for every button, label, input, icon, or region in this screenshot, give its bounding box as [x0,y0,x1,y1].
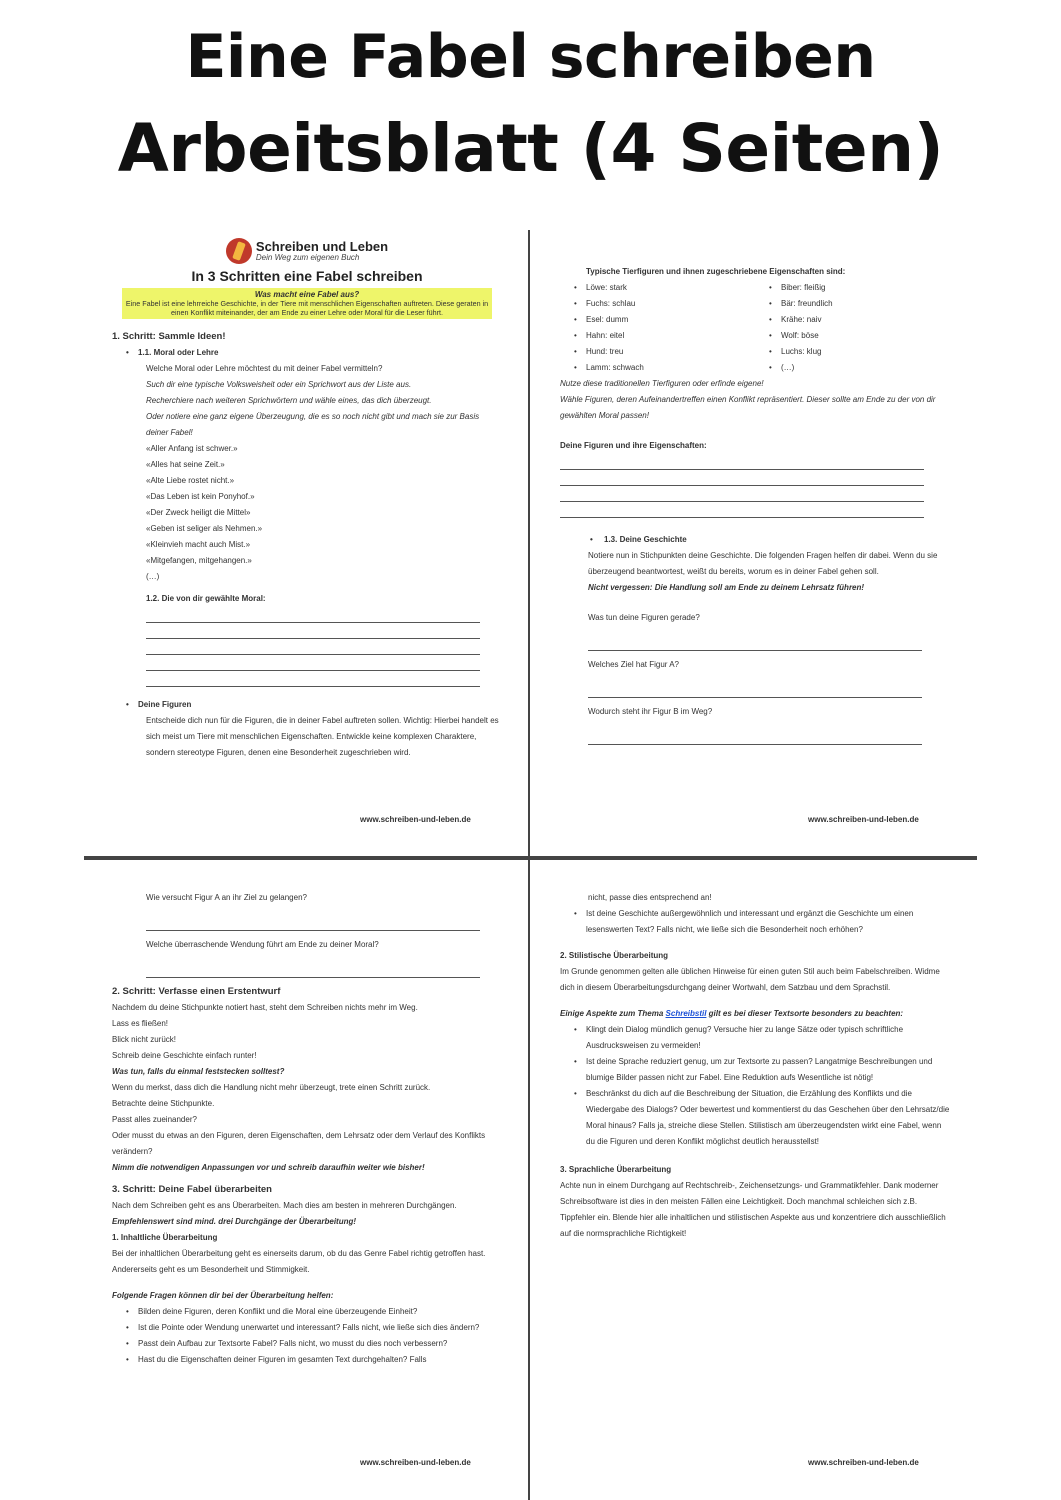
pen-logo-icon [226,238,252,264]
answer-line[interactable] [560,470,924,486]
animal-item: • Hahn: eitel [560,328,755,344]
main-title: Eine Fabel schreiben [185,22,876,92]
text: gilt es bei dieser Textsorte besonders zu beachten: [708,1009,904,1018]
step-2-heading: 2. Schritt: Verfasse einen Erstentwurf [112,986,281,997]
logo-name: Schreiben und Leben [255,239,389,254]
paragraph: Nicht vergessen: Die Handlung soll am Ende zu deinem Lehrsatz führen! [588,583,865,592]
step-3-heading: 3. Schritt: Deine Fabel überarbeiten [112,1184,272,1195]
page-divider-horizontal [84,856,977,860]
proverb: «Der Zweck heiligt die Mittel» [146,508,251,517]
paragraph: Lass es fließen! [112,1019,169,1028]
schreibstil-link[interactable]: Schreibstil [665,1009,707,1018]
worksheet-preview [84,230,977,1500]
sub-heading: • 1.3. Deine Geschichte [560,532,950,548]
animal-item: • Bär: freundlich [755,296,950,312]
paragraph: Im Grunde genommen gelten alle üblichen Hinweise für einen guten Stil auch beim Fabelschreiben. Widme dich in diesem Überarbeitungsdurchgang deiner Wortwahl, dem Satzbau und dem Sprachstil. [560,967,940,992]
paragraph: Folgende Fragen können dir bei der Überarbeitung helfen: [112,1291,334,1300]
list-item: • Ist deine Sprache reduziert genug, um zur Textsorte zu passen? Langatmige Beschreibungen und blumige Bilder passen nicht zur Fabel. Eine Reduktion aufs Wesentliche ist nötig! [560,1054,950,1086]
page-2 [560,264,950,751]
logo-tagline: Dein Weg zum eigenen Buch [255,253,360,262]
paragraph: Nutze diese traditionellen Tierfiguren oder erfinde eigene! [560,379,764,388]
paragraph: Passt alles zueinander? [112,1115,197,1124]
paragraph: Recherchiere nach weiteren Sprichwörtern und wähle eines, das dich überzeugt. [146,396,432,405]
paragraph: Wähle Figuren, deren Aufeinandertreffen einen Konflikt repräsentiert. Dieser sollte am Ende zu der von dir gewählten Moral passen! [560,395,936,420]
proverb: «Kleinvieh macht auch Mist.» [146,540,251,549]
animal-item: • Esel: dumm [560,312,755,328]
sub-heading: 1.2. Die von dir gewählte Moral: [146,594,266,603]
page-1 [112,238,502,761]
proverb: «Das Leben ist kein Ponyhof.» [146,492,255,501]
sub-heading: 3. Sprachliche Überarbeitung [560,1165,672,1174]
paragraph: Blick nicht zurück! [112,1035,177,1044]
animal-list [560,280,950,376]
proverb: «Alte Liebe rostet nicht.» [146,476,235,485]
intro-text: Eine Fabel ist eine lehrreiche Geschichte, in der Tiere mit menschlichen Eigenschaften auftreten. Diese geraten in einen Konflikt miteinander, der am Ende zu einer Lehre oder Moral für die Leser führt. [125,299,489,317]
footer-url: www.schreiben-und-leben.de [360,1458,471,1467]
animal-item: • Löwe: stark [560,280,755,296]
list-item: • Hast du die Eigenschaften deiner Figuren im gesamten Text durchgehalten? Falls [112,1352,512,1368]
page-title: In 3 Schritten eine Fabel schreiben [191,268,423,284]
paragraph: Oder musst du etwas an den Figuren, deren Eigenschaften, dem Lehrsatz oder dem Verlauf des Konflikts verändern? [112,1131,486,1156]
answer-line[interactable] [146,623,480,639]
list-item: • Beschränkst du dich auf die Beschreibung der Situation, die Erzählung des Konflikts und die Wiedergabe des Dialogs? Oder bewertest und kommentierst du das Geschehen über den Lehrsatz/die Moral hinaus? Falls ja, streiche diese Stellen. Stilistisch am überzeugendsten wirkt eine Fabel, wenn du die Figuren und deren Konflikt möglichst deutlich herausstellst! [560,1086,950,1150]
animal-item: • Wolf: böse [755,328,950,344]
proverb: «Mitgefangen, mitgehangen.» [146,556,252,565]
answer-line[interactable] [146,953,480,978]
animals-heading: Typische Tierfiguren und ihnen zugeschriebene Eigenschaften sind: [586,267,846,276]
paragraph: Bei der inhaltlichen Überarbeitung geht es einerseits darum, ob du das Genre Fabel richtig getroffen hast. Andererseits geht es um Besonderheit und Stimmigkeit. [112,1249,486,1274]
paragraph: Entscheide dich nun für die Figuren, die in deiner Fabel auftreten sollen. Wichtig: Hierbei handelt es sich meist um Tiere mit menschlichen Eigenschaften. Entwickle keine komplexen Charaktere, sondern stereotype Figuren, denen eine Besonderheit zugeschrieben wird. [146,716,499,757]
question: Welche überraschende Wendung führt am Ende zu deiner Moral? [146,940,379,949]
answer-line[interactable] [146,639,480,655]
page-4 [560,890,950,1242]
list-item: • Passt dein Aufbau zur Textsorte Fabel? Falls nicht, wo musst du dies noch verbessern? [112,1336,512,1352]
answer-line[interactable] [588,673,922,698]
animal-item: • (…) [755,360,950,376]
footer-url: www.schreiben-und-leben.de [808,815,919,824]
proverb: (…) [146,572,160,581]
paragraph: Such dir eine typische Volksweisheit oder ein Sprichwort aus der Liste aus. [146,380,412,389]
animal-item: • Krähe: naiv [755,312,950,328]
paragraph: Wenn du merkst, dass dich die Handlung nicht mehr überzeugt, trete einen Schritt zurück. [112,1083,431,1092]
proverb: «Aller Anfang ist schwer.» [146,444,238,453]
paragraph: Nach dem Schreiben geht es ans Überarbeiten. Mach dies am besten in mehreren Durchgängen. [112,1201,457,1210]
sub-heading: • 1.1. Moral oder Lehre [112,345,502,361]
sub-heading: 2. Stilistische Überarbeitung [560,951,669,960]
page-3 [112,890,512,1368]
list-item: • Bilden deine Figuren, deren Konflikt und die Moral eine überzeugende Einheit? [112,1304,512,1320]
page-divider-vertical [528,230,530,1500]
paragraph: Oder notiere eine ganz eigene Überzeugung, die es so noch nicht gibt und mach sie zur Basis deiner Fabel! [146,412,480,437]
text: Einige Aspekte zum Thema [560,1009,664,1018]
main-subtitle: Arbeitsblatt (4 Seiten) [117,110,944,187]
sub-heading: • Deine Figuren [112,697,502,713]
paragraph: Empfehlenswert sind mind. drei Durchgänge der Überarbeitung! [112,1217,357,1226]
list-item: • Ist die Pointe oder Wendung unerwartet und interessant? Falls nicht, wie ließe sich dies ändern? [112,1320,512,1336]
animal-item: • Luchs: klug [755,344,950,360]
animal-item: • Hund: treu [560,344,755,360]
footer-url: www.schreiben-und-leben.de [360,815,471,824]
answer-line[interactable] [588,626,922,651]
paragraph: Welche Moral oder Lehre möchtest du mit deiner Fabel vermitteln? [146,364,383,373]
answer-line[interactable] [146,607,480,623]
list-item: • Ist deine Geschichte außergewöhnlich und interessant und ergänzt die Geschichte um einen lesenswerten Text? Falls nicht, wie ließe sich die Besonderheit noch erhöhen? [560,906,950,938]
answer-line[interactable] [560,454,924,470]
intro-box [122,288,492,319]
answer-line[interactable] [146,655,480,671]
answer-line[interactable] [560,502,924,518]
paragraph: Notiere nun in Stichpunkten deine Geschichte. Die folgenden Fragen helfen dir dabei. Wenn du sie überzeugend beantwortest, weißt du bereits, worum es in deiner Fabel gehen soll. [588,551,938,576]
question: Welches Ziel hat Figur A? [588,660,680,669]
footer-url: www.schreiben-und-leben.de [808,1458,919,1467]
intro-heading: Was macht eine Fabel aus? [254,290,360,299]
proverb: «Alles hat seine Zeit.» [146,460,225,469]
answer-line[interactable] [146,671,480,687]
question: Wodurch steht ihr Figur B im Weg? [588,707,713,716]
paragraph: nicht, passe dies entsprechend an! [588,893,712,902]
animal-item: • Lamm: schwach [560,360,755,376]
paragraph: Nimm die notwendigen Anpassungen vor und schreib daraufhin weiter wie bisher! [112,1163,425,1172]
answer-line[interactable] [560,486,924,502]
question: Wie versucht Figur A an ihr Ziel zu gelangen? [146,893,307,902]
paragraph: Nachdem du deine Stichpunkte notiert hast, steht dem Schreiben nichts mehr im Weg. [112,1003,418,1012]
figures-heading: Deine Figuren und ihre Eigenschaften: [560,441,707,450]
logo [112,238,502,264]
question: Was tun deine Figuren gerade? [588,613,700,622]
animal-item: • Fuchs: schlau [560,296,755,312]
animal-item: • Biber: fleißig [755,280,950,296]
sub-heading: 1. Inhaltliche Überarbeitung [112,1233,218,1242]
proverb: «Geben ist seliger als Nehmen.» [146,524,263,533]
paragraph: Was tun, falls du einmal feststecken solltest? [112,1067,285,1076]
step-1-heading: 1. Schritt: Sammle Ideen! [112,331,226,342]
list-item: • Klingt dein Dialog mündlich genug? Versuche hier zu lange Sätze oder typisch schriftliche Ausdrucksweisen zu vermeiden! [560,1022,950,1054]
paragraph: Betrachte deine Stichpunkte. [112,1099,215,1108]
answer-line[interactable] [146,906,480,931]
paragraph: Schreib deine Geschichte einfach runter! [112,1051,257,1060]
answer-line[interactable] [588,720,922,745]
paragraph: Achte nun in einem Durchgang auf Rechtschreib-, Zeichensetzungs- und Grammatikfehler. Dank moderner Schreibsoftware ist dies in den meisten Fällen eine Leichtigkeit. Doch manchmal schleichen sich z.B. Tippfehler ein. Blende hier alle inhaltlichen und stilistischen Aspekte aus und konzentriere dich ausschließlich auf die normsprachliche Richtigkeit! [560,1181,946,1238]
paragraph [560,1006,950,1022]
